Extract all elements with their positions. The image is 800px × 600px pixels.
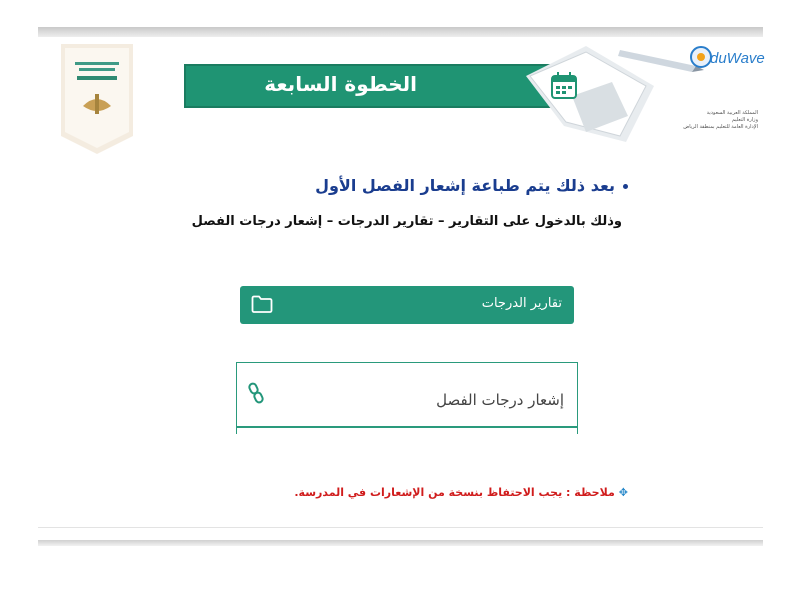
- note: [294, 486, 628, 499]
- grades-reports-button[interactable]: [240, 286, 574, 324]
- organization-header: [648, 110, 758, 131]
- bottom-rule: [38, 540, 763, 546]
- eduwave-logo: [690, 36, 764, 76]
- top-rule: [38, 27, 763, 37]
- org-line: المملكة العربية السعودية: [706, 110, 758, 116]
- star-bullet-icon: ✥: [618, 486, 628, 499]
- navigation-path-text: وذلك بالدخول على التقارير – تقارير الدرجات – إشعار درجات الفصل: [191, 214, 622, 229]
- grades-notice-label: إشعار درجات الفصل: [436, 391, 564, 409]
- eduwave-e-icon: [690, 46, 712, 68]
- link-icon: [247, 382, 265, 404]
- divider: [236, 362, 578, 363]
- divider: [236, 426, 578, 428]
- brand-name: duWave: [710, 50, 765, 67]
- calendar-icon: [552, 72, 576, 98]
- divider: [577, 362, 578, 434]
- note-text: ملاحظة : يجب الاحتفاظ بنسخة من الإشعارات في المدرسة.: [294, 486, 615, 499]
- divider: [236, 362, 237, 434]
- step-title: الخطوة السابعة: [264, 72, 417, 96]
- calendar-tag: [516, 46, 656, 146]
- grades-notice-link[interactable]: [236, 362, 578, 434]
- org-line: الإدارة العامة للتعليم بمنطقة الرياض: [683, 124, 758, 130]
- folder-icon: [251, 295, 273, 313]
- grades-reports-label: تقارير الدرجات: [481, 296, 562, 311]
- bullet-heading-text: بعد ذلك يتم طباعة إشعار الفصل الأول: [315, 176, 615, 195]
- bullet-dot: [623, 184, 628, 189]
- ministry-logo: [61, 44, 133, 154]
- bullet-heading: [315, 176, 628, 195]
- org-line: وزارة التعليم: [731, 117, 758, 123]
